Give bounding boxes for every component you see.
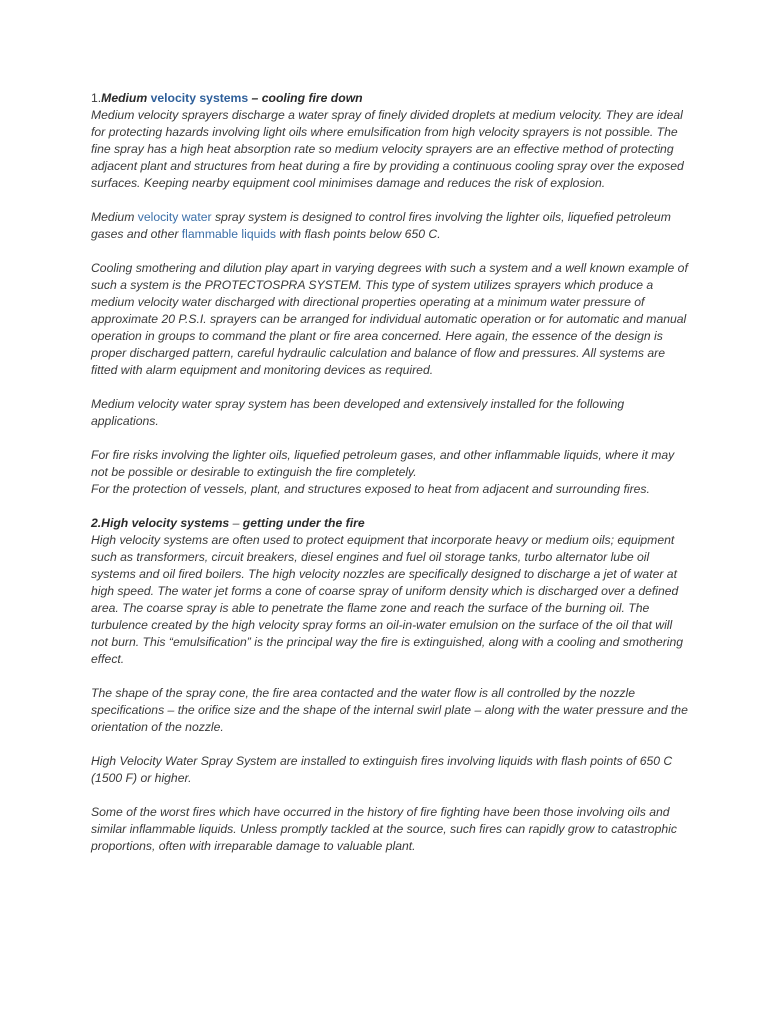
text-fragment: with flash points below 650 C.: [275, 227, 441, 241]
section-1-paragraph-5: For fire risks involving the lighter oils, liquefied petroleum gases, and other inflammable liquids, where it may not be possible or desirable to extinguish the fire completely.: [91, 448, 675, 479]
section-1-paragraph-1: Medium velocity sprayers discharge a water spray of finely divided droplets at medium velocity. They are ideal for protecting hazards involving light oils where emulsification from high velocity sprayers is not possible. The fine spray has a high heat absorption rate so medium velocity sprayers are an effective method of protecting adjacent plant and structures from heat during a fire by providing a continuous cooling spray over the exposed surfaces. Keeping nearby equipment cool minimises damage and reduces the risk of explosion.: [91, 108, 684, 190]
flammable-liquids-link[interactable]: flammable liquids: [181, 227, 276, 241]
heading-separator: –: [248, 91, 262, 105]
heading-subtitle: cooling fire down: [261, 91, 363, 105]
section-2-paragraph-1: High velocity systems are often used to protect equipment that incorporate heavy or medium oils; equipment such as transformers, circuit breakers, diesel engines and fuel oil storage tanks, turbo alternator lube oil systems and oil fired boilers. The high velocity nozzles are specifically designed to discharge a jet of water at high speed. The water jet forms a cone of coarse spray of uniform density which is discharged over a defined area. The coarse spray is able to penetrate the flame zone and reach the surface of the burning oil. The turbulence created by the high velocity spray forms an oil-in-water emulsion on the surface of the oil that will not burn. This “emulsification” is the principal way the fire is extinguished, along with a cooling and smothering effect.: [91, 533, 684, 666]
section-2-paragraph-3: High Velocity Water Spray System are installed to extinguish fires involving liquids with flash points of 650 C (1500 F) or higher.: [91, 754, 673, 785]
section-2-paragraph-4: Some of the worst fires which have occurred in the history of fire fighting have been those involving oils and similar inflammable liquids. Unless promptly tackled at the source, such fires can rapidly grow to catastrophic proportions, often with irreparable damage to valuable plant.: [91, 805, 677, 853]
heading-text: 2.High velocity systems: [91, 516, 230, 530]
section-1-paragraph-3: Cooling smothering and dilution play apart in varying degrees with such a system and a well known example of such a system is the PROTECTOSPRA SYSTEM. This type of system utilizes sprayers which produce a medium velocity water discharged with directional properties operating at a minimum water pressure of approximate 20 P.S.I. sprayers can be arranged for individual automatic operation or for automatic and manual operation in groups to command the plant or fire area concerned. Here again, the essence of the design is proper discharged pattern, careful hydraulic calculation and balance of flow and pressures. All systems are fitted with alarm equipment and monitoring devices as required.: [91, 261, 688, 377]
heading-separator: –: [229, 516, 243, 530]
velocity-water-link[interactable]: velocity water: [137, 210, 212, 224]
document-page: [91, 90, 691, 872]
section-1-heading: [91, 90, 691, 107]
text-fragment: Medium: [91, 210, 138, 224]
velocity-systems-link[interactable]: velocity systems: [150, 91, 249, 105]
section-1-paragraph-6: For the protection of vessels, plant, and structures exposed to heat from adjacent and surrounding fires.: [91, 482, 650, 496]
section-number: 1.: [91, 91, 102, 105]
section-2-heading: [91, 515, 691, 532]
section-1-paragraph-2: [91, 209, 691, 243]
heading-subtitle: getting under the fire: [242, 516, 365, 530]
section-2-paragraph-2: The shape of the spray cone, the fire area contacted and the water flow is all controlled by the nozzle specifications – the orifice size and the shape of the internal swirl plate – along with the water pressure and the orientation of the nozzle.: [91, 686, 688, 734]
text-fragment: spray system is designed to control fires involving the lighter oils, liquefied petroleum gases and other: [91, 210, 671, 241]
heading-text: Medium: [101, 91, 151, 105]
section-1-paragraph-4: Medium velocity water spray system has been developed and extensively installed for the following applications.: [91, 397, 625, 428]
